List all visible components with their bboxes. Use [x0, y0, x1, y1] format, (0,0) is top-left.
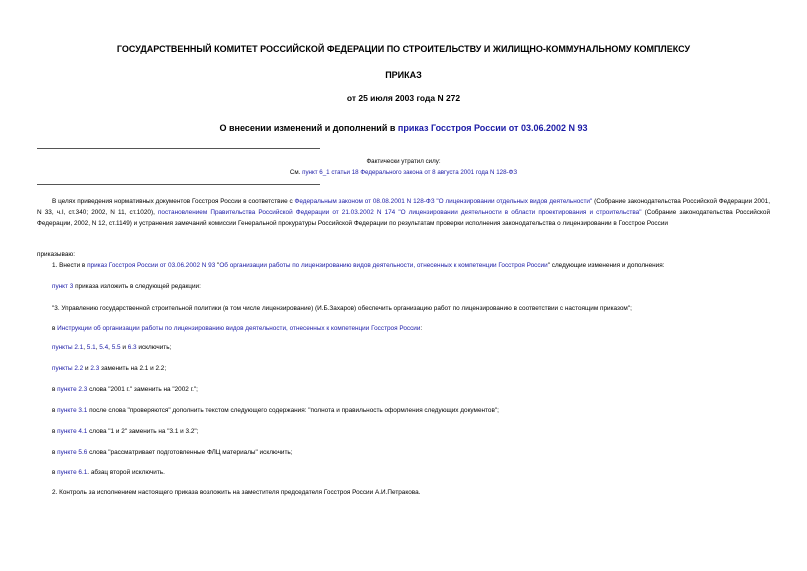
instruction-text-b: : [420, 325, 423, 332]
intro-text-1: В целях приведения нормативных документов Госстроя России в соответствие с [52, 198, 295, 205]
order-93-title-link[interactable]: Об организации работы по лицензированию видов деятельности, отнесенных к компетенции Госстроя России [219, 262, 548, 269]
sep: , [108, 344, 112, 351]
item-points-exclude [52, 344, 171, 351]
item-point-4-1 [52, 428, 198, 435]
document-type: ПРИКАЗ [385, 70, 422, 80]
point-6-1-text: . абзац второй исключить. [87, 469, 165, 476]
item-point-2-3 [52, 386, 198, 393]
instruction-text-a: в [52, 325, 58, 332]
intro-text-3: (Собрание законодательства Российской Федерации, 2002, N 12, ст.1149) и устранения замечаний комиссии Генеральной прокуратуры Российской Федерации по результатам проверки исполнения законодательства о лицензировании в Госстрое России [37, 209, 771, 227]
item-1-text-c: " следующие изменения и дополнения: [547, 262, 665, 269]
point-2-2-link[interactable]: пункты 2.2 [52, 365, 84, 372]
item-1-text-b: " [215, 262, 220, 269]
government-decree-link[interactable]: постановлением Правительства Российской Федерации от 21.03.2002 N 174 "О лицензировании деятельности в области проектирования и строительства" [157, 209, 642, 216]
order-93-link[interactable]: приказ Госстроя России от 03.06.2002 N 93 [87, 262, 216, 269]
prefix: в [52, 469, 58, 476]
see-prefix: См. [289, 169, 303, 176]
sep: и [83, 365, 91, 372]
prefix: в [52, 428, 58, 435]
point-4-1-text: слова "1 и 2" заменить на "3.1 и 3.2"; [87, 428, 199, 435]
sep: , [95, 344, 100, 351]
divider-top [37, 148, 320, 149]
point-3-1-link[interactable]: пункте 3.1 [57, 407, 88, 414]
point-2-3-ref-link[interactable]: пункте 2.3 [57, 386, 88, 393]
committee-heading: ГОСУДАРСТВЕННЫЙ КОМИТЕТ РОССИЙСКОЙ ФЕДЕРАЦИИ ПО СТРОИТЕЛЬСТВУ И ЖИЛИЩНО-КОММУНАЛЬНОМУ КОМПЛЕКСУ [116, 44, 691, 54]
federal-law-article-link[interactable]: пункт 6_1 статьи 18 Федерального закона от 8 августа 2001 года N 128-ФЗ [302, 169, 518, 176]
sep: и [120, 344, 128, 351]
federal-law-link[interactable]: Федеральным законом от 08.08.2001 N 128-ФЗ "О лицензировании отдельных видов деятельности" [294, 198, 593, 205]
document-title [0, 123, 807, 133]
item-point-3 [52, 283, 201, 290]
item-points-replace [52, 365, 166, 372]
point-6-1-link[interactable]: пункте 6.1 [57, 469, 88, 476]
order-keyword: приказываю: [37, 251, 75, 258]
item-1 [52, 262, 664, 269]
intro-text-2: (Собрание законодательства Российской Федерации 2001, N 33, ч.I, ст.340; 2002, N 11, ст.1020), [37, 198, 770, 216]
title-prefix: О внесении изменений и дополнений в [219, 123, 398, 133]
prefix: в [52, 386, 58, 393]
point-5-1-link[interactable]: 5.1 [86, 344, 96, 351]
point-3-link[interactable]: пункт 3 [52, 283, 74, 290]
item-point-6-1 [52, 469, 165, 476]
point-3-1-text: после слова "проверяются" дополнить текстом следующего содержания: "полнота и правильность оформления следующих документов"; [87, 407, 499, 414]
points-exclude-tail: исключить; [136, 344, 172, 351]
document-date-number: от 25 июля 2003 года N 272 [346, 93, 461, 103]
point-6-3-link[interactable]: 6.3 [127, 344, 137, 351]
item-instruction [52, 325, 422, 332]
points-replace-tail: заменить на 2.1 и 2.2; [99, 365, 167, 372]
item-2-control: 2. Контроль за исполнением настоящего приказа возложить на заместителя председателя Госстроя России А.И.Петракова. [52, 489, 421, 496]
item-1-text-a: 1. Внести в [52, 262, 88, 269]
point-5-6-link[interactable]: пункте 5.6 [57, 449, 88, 456]
point-2-1-link[interactable]: пункты 2.1 [52, 344, 84, 351]
item-point-5-6 [52, 449, 293, 456]
point-2-3-link[interactable]: 2.3 [90, 365, 100, 372]
intro-paragraph [37, 196, 770, 229]
point-2-3-text: слова "2001 г." заменить на "2002 г."; [87, 386, 198, 393]
point-3-text: приказа изложить в следующей редакции: [73, 283, 201, 290]
point-5-4-link[interactable]: 5.4 [99, 344, 109, 351]
instruction-link[interactable]: Инструкции об организации работы по лицензированию видов деятельности, отнесенных к компетенции Госстроя России [57, 325, 421, 332]
prefix: в [52, 449, 58, 456]
divider-bottom [37, 184, 320, 185]
item-point-3-1 [52, 407, 499, 414]
point-5-5-link[interactable]: 5.5 [111, 344, 121, 351]
point-5-6-text: слова "рассматривает подготовленные ФЛЦ материалы" исключить; [87, 449, 293, 456]
point-4-1-link[interactable]: пункте 4.1 [57, 428, 88, 435]
item-new-wording: "3. Управлению государственной строительной политики (в том числе лицензирование) (И.Б.Захаров) обеспечить организацию работ по лицензированию в соответствии с настоящим приказом"; [52, 305, 632, 312]
prefix: в [52, 407, 58, 414]
validity-reference [0, 169, 807, 176]
title-order-link[interactable]: приказ Госстроя России от 03.06.2002 N 93 [397, 123, 588, 133]
sep: , [83, 344, 87, 351]
validity-status: Фактически утратил силу: [366, 158, 441, 165]
